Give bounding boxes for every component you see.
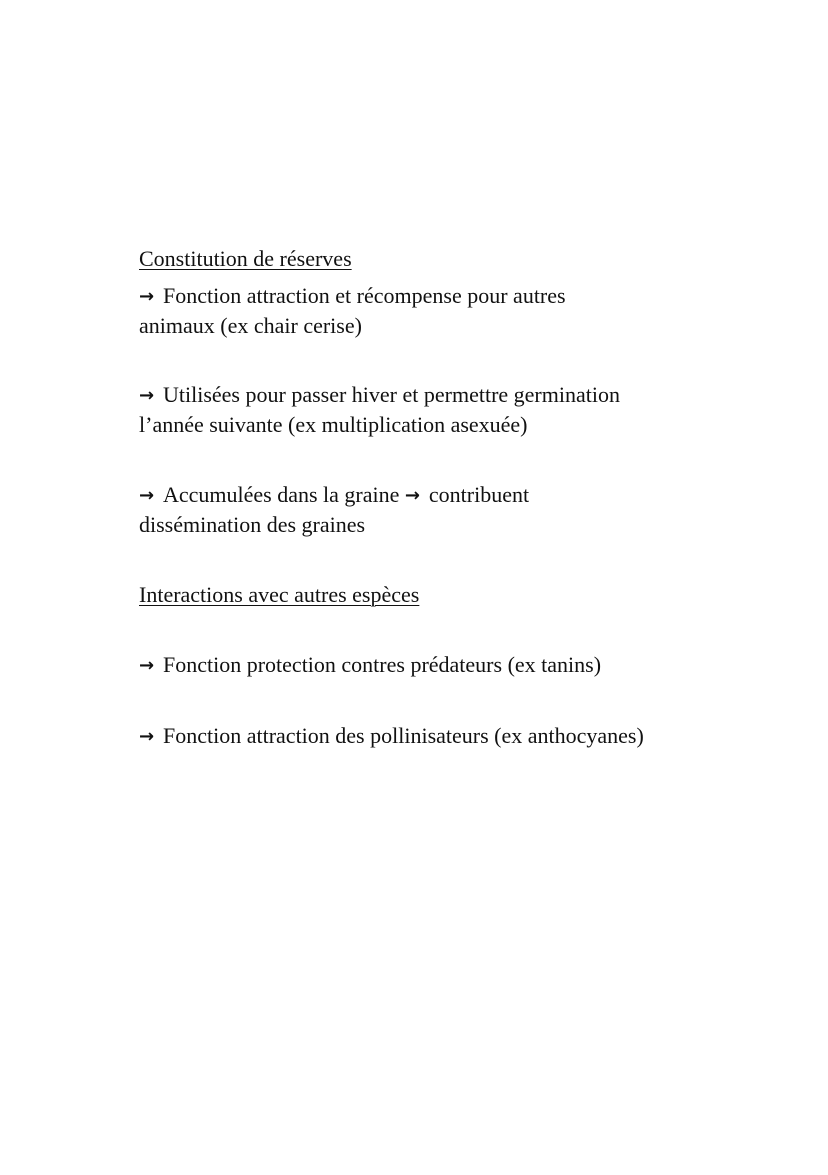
right-arrow-icon: → xyxy=(139,385,155,406)
paragraph-attraction-recompense xyxy=(139,281,566,341)
paragraph-text: Utilisées pour passer hiver et permettre germination xyxy=(163,382,620,407)
paragraph-line xyxy=(139,380,620,410)
paragraph-text: Fonction attraction et récompense pour autres xyxy=(163,283,566,308)
paragraph-line xyxy=(139,721,644,751)
right-arrow-icon: → xyxy=(139,485,155,506)
paragraph-line: animaux (ex chair cerise) xyxy=(139,313,362,338)
right-arrow-icon: → xyxy=(404,485,420,506)
paragraph-text: Accumulées dans la graine xyxy=(163,482,400,507)
paragraph-line: dissémination des graines xyxy=(139,512,366,537)
paragraph-text: Fonction protection contres prédateurs (ex tanins) xyxy=(163,652,602,677)
right-arrow-icon: → xyxy=(139,726,155,747)
paragraph-line xyxy=(139,480,529,510)
right-arrow-icon: → xyxy=(139,286,155,307)
paragraph-line xyxy=(139,650,601,680)
paragraph-text: Fonction attraction des pollinisateurs (ex anthocyanes) xyxy=(163,723,644,748)
paragraph-passer-hiver xyxy=(139,380,620,440)
paragraph-line xyxy=(139,281,566,311)
right-arrow-icon: → xyxy=(139,655,155,676)
section-heading-interactions: Interactions avec autres espèces xyxy=(139,582,420,607)
paragraph-line: l’année suivante (ex multiplication asexuée) xyxy=(139,412,528,437)
paragraph-pollinisateurs xyxy=(139,721,644,751)
paragraph-graine xyxy=(139,480,529,540)
paragraph-text: contribuent xyxy=(428,482,530,507)
paragraph-protection xyxy=(139,650,601,680)
section-heading-reserves: Constitution de réserves xyxy=(139,246,352,271)
